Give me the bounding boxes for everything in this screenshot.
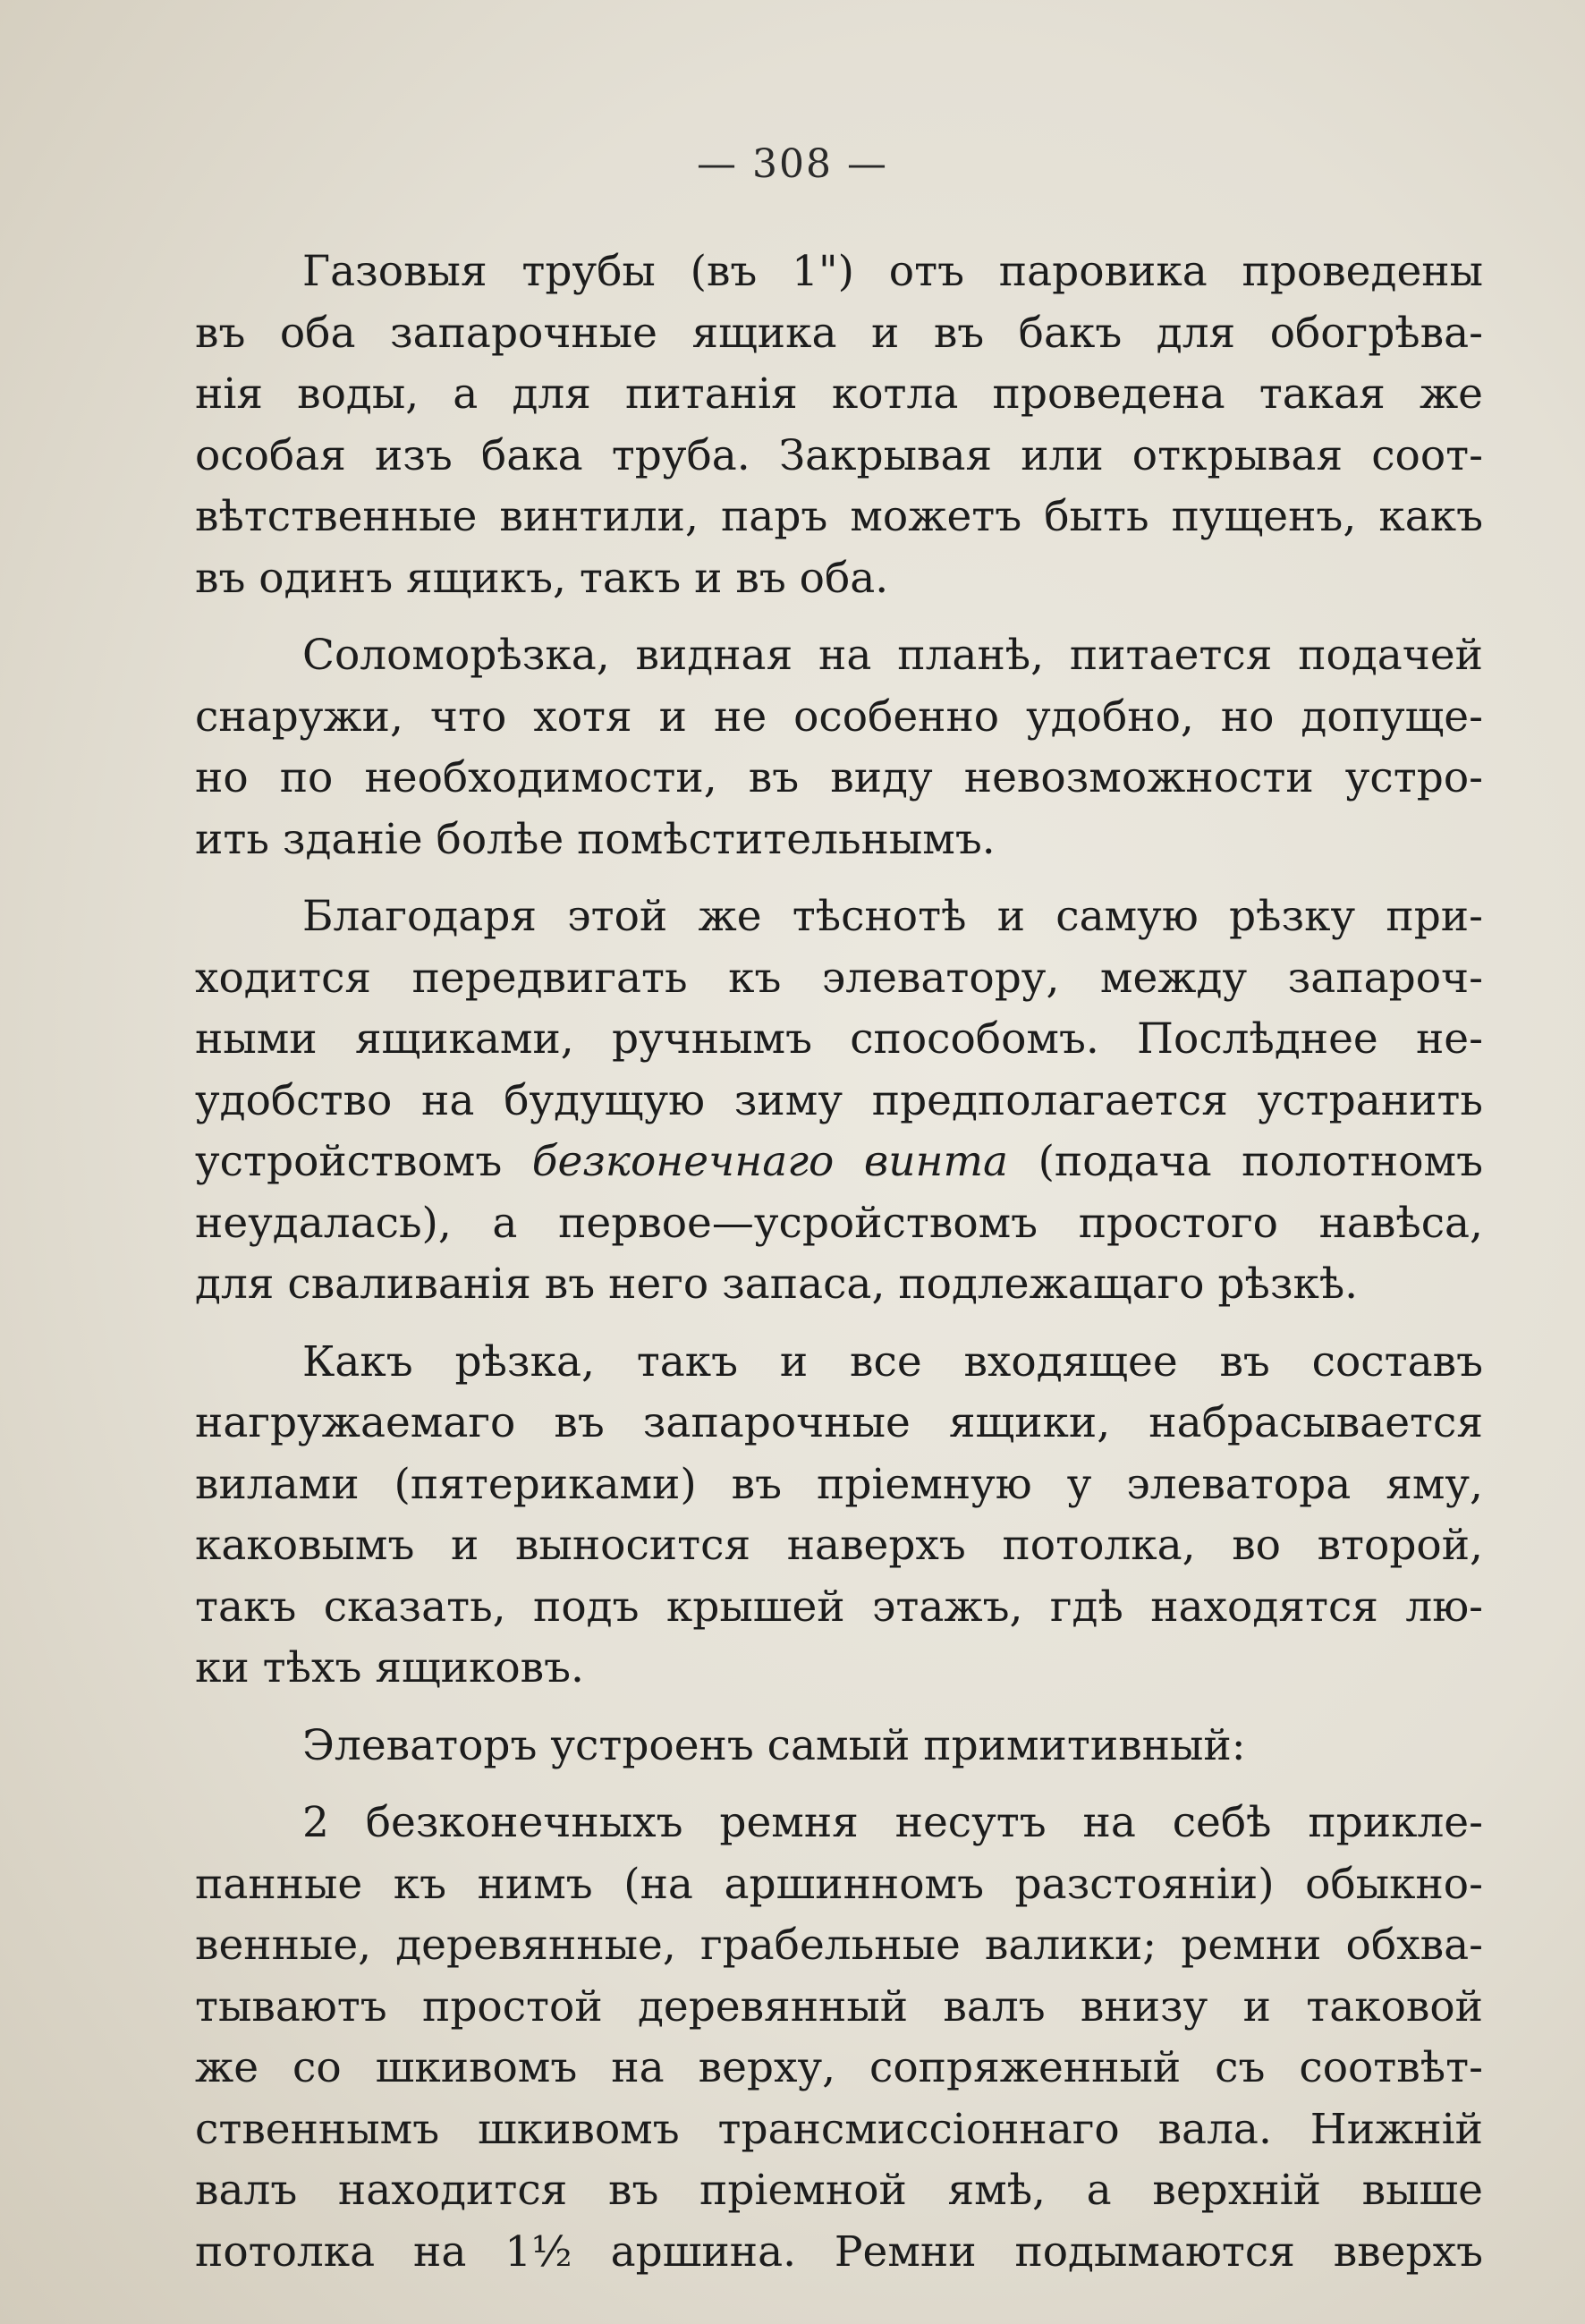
text-line: Газовыя трубы (въ 1") отъ паровика проведены [302,247,1483,296]
text-line: ственнымъ шкивомъ трансмиссіоннаго вала. Нижній [195,2104,1483,2154]
text-line: ходится передвигать къ элеватору, между запароч- [195,953,1483,1003]
text-line: ными ящиками, ручнымъ способомъ. Послѣднее не- [195,1014,1483,1064]
text-line: въ одинъ ящикъ, такъ и въ оба. [195,553,889,603]
text-line: панные къ нимъ (на аршинномъ разстояніи) обыкно- [195,1859,1483,1909]
paragraph-3 [195,886,1483,1316]
paragraph-4 [195,1332,1483,1700]
paragraph-1 [195,242,1483,609]
text-line: вилами (пятериками) въ пріемную у элеватора яму, [195,1459,1483,1509]
text-line: неудалась), а первое—усройствомъ простого навѣса, [195,1198,1483,1248]
text-line: Элеваторъ устроенъ самый примитивный: [302,1720,1246,1770]
page-body [195,242,1483,2299]
text-line: ки тѣхъ ящиковъ. [195,1643,584,1692]
text-line: такъ сказать, подъ крышей этажъ, гдѣ находятся лю- [195,1582,1483,1632]
paragraph-5 [195,1716,1483,1777]
text-line: но по необходимости, въ виду невозможности устро- [195,753,1483,802]
text-line: валъ находится въ пріемной ямѣ, а верхній выше [195,2166,1483,2215]
text-line: удобство на будущую зиму предполагается устранить [195,1075,1483,1125]
text-line: вѣтственные винтили, паръ можетъ быть пущенъ, какъ [195,492,1483,541]
text-line: для сваливанія въ него запаса, подлежащаго рѣзкѣ. [195,1260,1359,1309]
text-line: нія воды, а для питанія котла проведена такая же [195,369,1483,419]
text-line: Соломорѣзка, видная на планѣ, питается подачей [302,631,1483,680]
page-number: — 308 — [697,141,888,187]
text-line: Какъ рѣзка, такъ и все входящее въ составъ [302,1336,1483,1387]
text-line: венные, деревянные, грабельные валики; ремни обхва- [195,1921,1483,1970]
text-line: ить зданіе болѣе помѣстительнымъ. [195,814,996,864]
text-line: нагружаемаго въ запарочные ящики, набрасывается [195,1398,1483,1447]
text-segment: (подача полотномъ [1008,1137,1484,1186]
text-segment: устройствомъ [195,1137,532,1186]
text-line: въ оба запарочные ящика и въ бакъ для обогрѣва- [195,308,1483,358]
paragraph-6 [195,1793,1483,2283]
paragraph-2 [195,625,1483,870]
text-line: же со шкивомъ на верху, сопряженный съ соотвѣт- [195,2043,1483,2092]
text-line: каковымъ и выносится наверхъ потолка, во второй, [195,1521,1483,1570]
text-line: 2 безконечныхъ ремня несутъ на себѣ прикле- [302,1798,1483,1847]
text-line: тываютъ простой деревянный валъ внизу и таковой [195,1981,1483,2031]
text-line: потолка на 1½ аршина. Ремни подымаются вверхъ [195,2226,1483,2277]
text-line-with-italic [195,1132,1483,1193]
italic-phrase: безконечнаго винта [531,1137,1009,1186]
text-line: Благодаря этой же тѣснотѣ и самую рѣзку при- [302,892,1483,941]
text-line: снаружи, что хотя и не особенно удобно, но допуще- [195,691,1483,742]
text-line: особая изъ бака труба. Закрывая или открывая соот- [195,430,1483,480]
